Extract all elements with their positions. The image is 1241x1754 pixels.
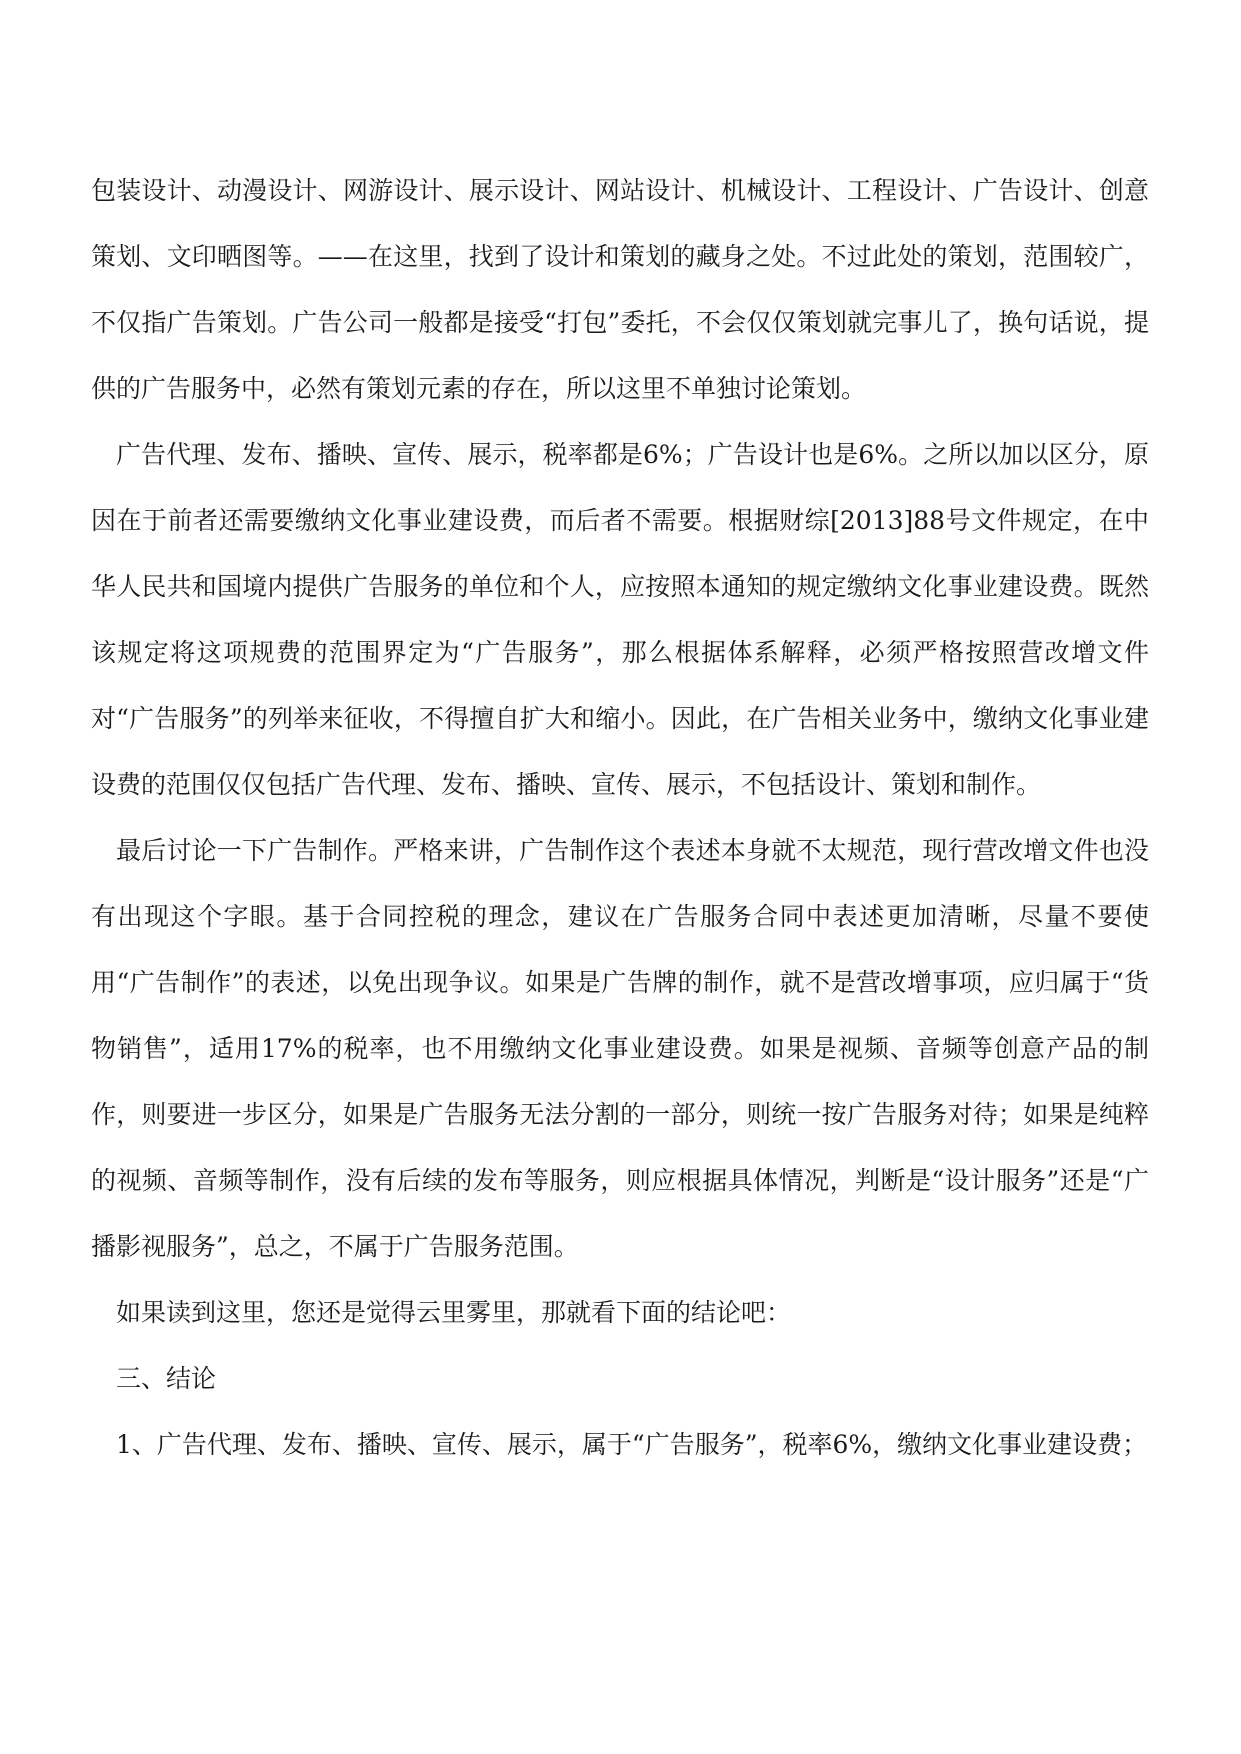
paragraph-transition: 如果读到这里，您还是觉得云里雾里，那就看下面的结论吧： xyxy=(116,1298,792,1327)
paragraph-ad-production: 最后讨论一下广告制作。严格来讲，广告制作这个表述本身就不太规范，现行营改增文件也没有出现这个字眼。基于合同控税的理念，建议在广告服务合同中表述更加清晰，尽量不要使用“广告制作”的表述，以免出现争议。如果是广告牌的制作，就不是营改增事项，应归属于“货物销售”，适用17%的税率，也不用缴纳文化事业建设费。如果是视频、音频等创意产品的制作，则要进一步区分，如果是广告服务无法分割的一部分，则统一按广告服务对待；如果是纯粹的视频、音频等制作，没有后续的发布等服务，则应根据具体情况，判断是“设计服务”还是“广播影视服务”，总之，不属于广告服务范围。 xyxy=(91,836,1149,1261)
conclusion-item-1: 1、广告代理、发布、播映、宣传、展示，属于“广告服务”，税率6%，缴纳文化事业建设费； xyxy=(116,1430,1148,1459)
section-heading-conclusion: 三、结论 xyxy=(116,1364,217,1393)
document-body xyxy=(91,158,1149,1478)
paragraph-design-categories: 包装设计、动漫设计、网游设计、展示设计、网站设计、机械设计、工程设计、广告设计、创意策划、文印晒图等。——在这里，找到了设计和策划的藏身之处。不过此处的策划，范围较广，不仅指广告策划。广告公司一般都是接受“打包”委托，不会仅仅策划就完事儿了，换句话说，提供的广告服务中，必然有策划元素的存在，所以这里不单独讨论策划。 xyxy=(91,176,1149,403)
paragraph-tax-rates: 广告代理、发布、播映、宣传、展示，税率都是6%；广告设计也是6%。之所以加以区分，原因在于前者还需要缴纳文化事业建设费，而后者不需要。根据财综[2013]88号文件规定，在中华人民共和国境内提供广告服务的单位和个人，应按照本通知的规定缴纳文化事业建设费。既然该规定将这项规费的范围界定为“广告服务”，那么根据体系解释，必须严格按照营改增文件对“广告服务”的列举来征收，不得擅自扩大和缩小。因此，在广告相关业务中，缴纳文化事业建设费的范围仅仅包括广告代理、发布、播映、宣传、展示，不包括设计、策划和制作。 xyxy=(91,440,1149,799)
